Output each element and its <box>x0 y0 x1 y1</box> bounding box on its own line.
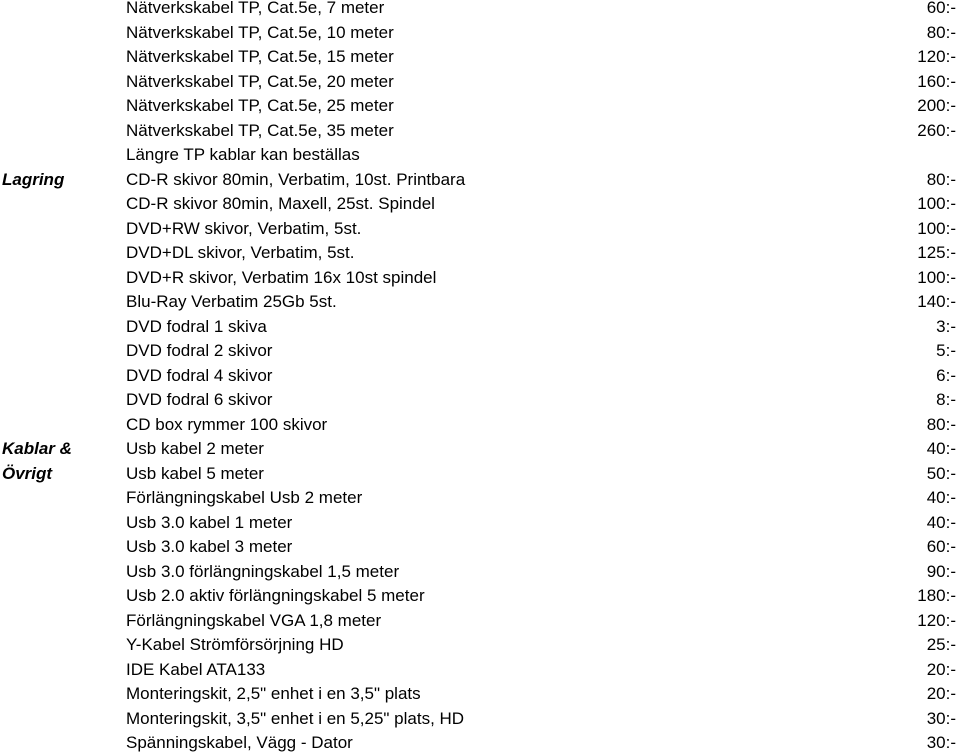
item-description: Y-Kabel Strömförsörjning HD <box>126 635 344 654</box>
item-price: 6:- <box>936 365 956 385</box>
price-row <box>0 609 960 634</box>
price-row <box>0 94 960 119</box>
item-price: 80:- <box>926 414 956 434</box>
item-price: 40:- <box>926 512 956 532</box>
price-row <box>0 0 960 21</box>
item-description: DVD+RW skivor, Verbatim, 5st. <box>126 218 362 238</box>
item-price: 3:- <box>936 316 956 336</box>
item-price: 100:- <box>917 218 956 238</box>
price-row <box>0 192 960 217</box>
category-label: Lagring <box>2 169 65 189</box>
item-description: DVD fodral 4 skivor <box>126 365 273 385</box>
price-row <box>0 462 960 487</box>
item-price: 100:- <box>917 194 956 213</box>
item-description: Usb 3.0 kabel 1 meter <box>126 512 293 532</box>
item-description: CD-R skivor 80min, Verbatim, 10st. Printbara <box>126 169 466 189</box>
item-price: 20:- <box>926 659 956 679</box>
item-price: 8:- <box>936 390 956 409</box>
item-price: 50:- <box>926 463 956 483</box>
item-price: 40:- <box>926 439 956 458</box>
price-row <box>0 413 960 438</box>
price-row <box>0 560 960 585</box>
item-description: Förlängningskabel Usb 2 meter <box>126 488 363 507</box>
item-price: 260:- <box>917 120 956 140</box>
price-row <box>0 388 960 413</box>
item-price: 80:- <box>926 22 956 42</box>
item-description: Nätverkskabel TP, Cat.5e, 10 meter <box>126 22 394 42</box>
item-description: Förlängningskabel VGA 1,8 meter <box>126 610 382 630</box>
price-row <box>0 143 960 168</box>
item-description: Nätverkskabel TP, Cat.5e, 7 meter <box>126 0 385 17</box>
item-price: 20:- <box>926 684 956 703</box>
item-description: IDE Kabel ATA133 <box>126 659 266 679</box>
price-row <box>0 633 960 658</box>
item-price: 80:- <box>926 169 956 189</box>
price-row <box>0 731 960 756</box>
item-description: Usb kabel 2 meter <box>126 439 264 458</box>
item-price: 100:- <box>917 267 956 287</box>
item-description: Monteringskit, 2,5" enhet i en 3,5" plats <box>126 684 421 703</box>
item-description: CD box rymmer 100 skivor <box>126 414 328 434</box>
price-row <box>0 21 960 46</box>
item-description: Usb 2.0 aktiv förlängningskabel 5 meter <box>126 586 425 605</box>
price-row <box>0 290 960 315</box>
item-description: Nätverkskabel TP, Cat.5e, 20 meter <box>126 71 394 91</box>
item-description: Nätverkskabel TP, Cat.5e, 35 meter <box>126 120 394 140</box>
item-description: Usb 3.0 kabel 3 meter <box>126 537 293 556</box>
item-price: 40:- <box>926 488 956 507</box>
item-description: Blu-Ray Verbatim 25Gb 5st. <box>126 292 337 311</box>
item-description: Usb 3.0 förlängningskabel 1,5 meter <box>126 561 400 581</box>
item-description: Usb kabel 5 meter <box>126 463 264 483</box>
item-description: CD-R skivor 80min, Maxell, 25st. Spindel <box>126 194 435 213</box>
price-row <box>0 241 960 266</box>
item-price: 120:- <box>917 610 956 630</box>
price-row <box>0 364 960 389</box>
price-row <box>0 168 960 193</box>
item-price: 5:- <box>936 341 956 360</box>
price-row <box>0 682 960 707</box>
price-row <box>0 119 960 144</box>
price-row <box>0 45 960 70</box>
price-row <box>0 658 960 683</box>
item-description: Monteringskit, 3,5" enhet i en 5,25" plats, HD <box>126 708 465 728</box>
item-description: Spänningskabel, Vägg - Dator <box>126 733 353 752</box>
item-description: DVD+R skivor, Verbatim 16x 10st spindel <box>126 267 437 287</box>
price-row <box>0 535 960 560</box>
price-row <box>0 315 960 340</box>
price-row <box>0 511 960 536</box>
category-label: Kablar & <box>2 439 72 458</box>
price-row <box>0 266 960 291</box>
item-description: DVD+DL skivor, Verbatim, 5st. <box>126 243 355 262</box>
price-row <box>0 70 960 95</box>
price-row <box>0 437 960 462</box>
item-price: 180:- <box>917 586 956 605</box>
price-row <box>0 339 960 364</box>
price-row <box>0 486 960 511</box>
item-price: 30:- <box>926 733 956 752</box>
item-price: 60:- <box>926 0 956 17</box>
item-price: 160:- <box>917 71 956 91</box>
item-description: Nätverkskabel TP, Cat.5e, 15 meter <box>126 47 394 66</box>
item-description: Nätverkskabel TP, Cat.5e, 25 meter <box>126 96 394 115</box>
price-row <box>0 217 960 242</box>
item-price: 120:- <box>917 47 956 66</box>
price-row <box>0 707 960 732</box>
item-description: DVD fodral 1 skiva <box>126 316 267 336</box>
item-price: 125:- <box>917 243 956 262</box>
item-price: 200:- <box>917 96 956 115</box>
price-row <box>0 584 960 609</box>
category-label: Övrigt <box>2 463 53 483</box>
item-description: DVD fodral 6 skivor <box>126 390 273 409</box>
item-price: 90:- <box>926 561 956 581</box>
item-price: 60:- <box>926 537 956 556</box>
item-description: Längre TP kablar kan beställas <box>126 145 360 164</box>
item-price: 25:- <box>926 635 956 654</box>
item-price: 30:- <box>926 708 956 728</box>
item-price: 140:- <box>917 292 956 311</box>
item-description: DVD fodral 2 skivor <box>126 341 273 360</box>
